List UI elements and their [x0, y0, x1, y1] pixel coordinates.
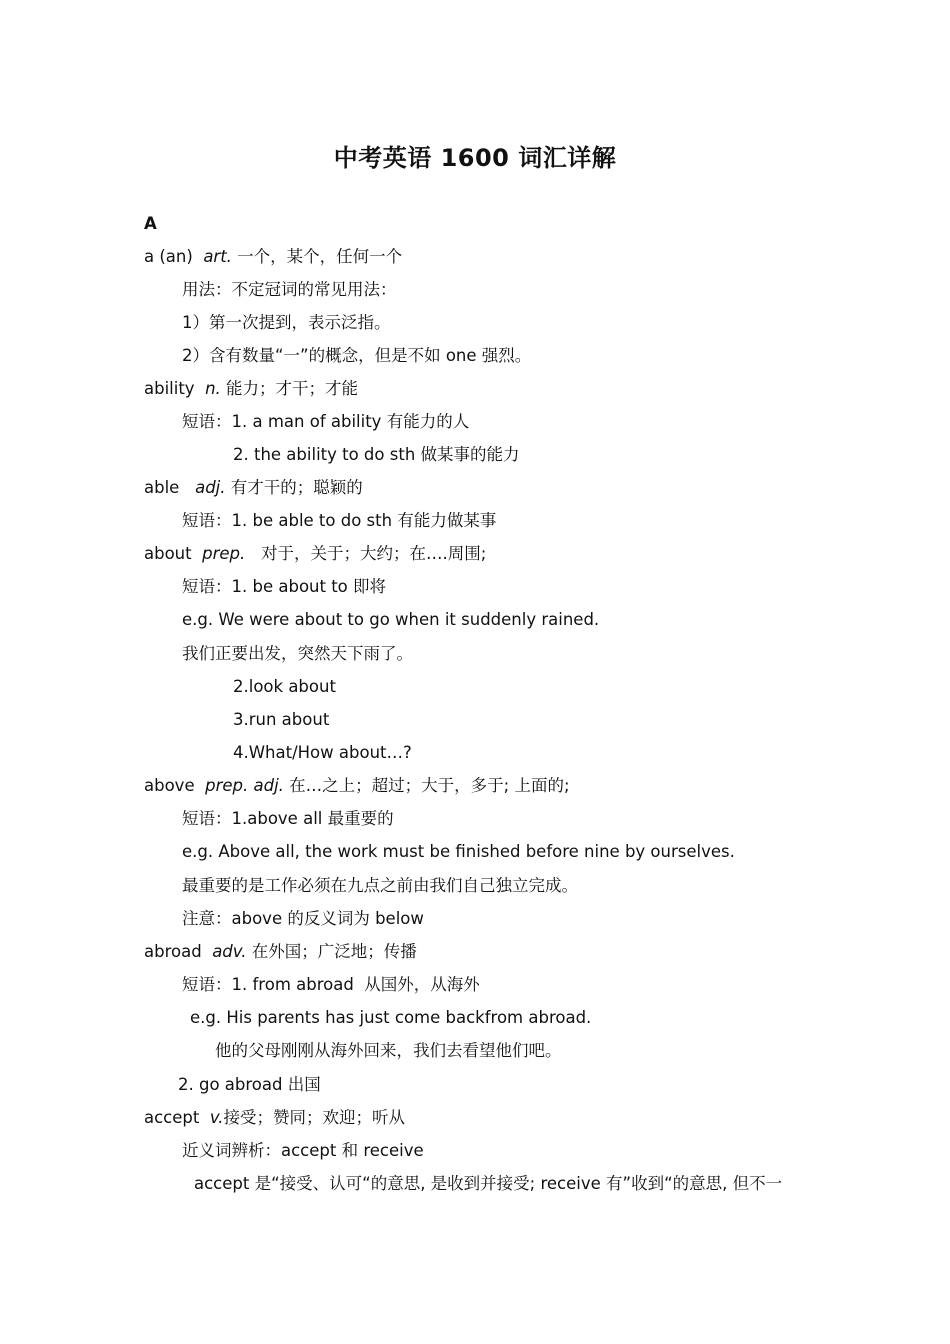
usage-note: 注意：above 的反义词为 below	[182, 909, 424, 928]
part-of-speech: prep. adj.	[205, 776, 284, 795]
entry-headword-line	[144, 378, 358, 400]
headword: able	[144, 478, 180, 497]
part-of-speech: n.	[205, 379, 221, 398]
part-of-speech: adv.	[212, 942, 247, 961]
phrase-item: 短语：1. be about to 即将	[182, 577, 387, 596]
headword: a (an)	[144, 247, 193, 266]
usage-item: 2）含有数量“一”的概念，但是不如 one 强烈。	[182, 346, 532, 365]
phrase-item: 3.run about	[233, 710, 330, 729]
phrase-item: 4.What/How about…?	[233, 743, 412, 762]
definition: 在…之上；超过；大于，多于; 上面的;	[289, 776, 570, 795]
definition: 在外国；广泛地；传播	[251, 942, 417, 961]
headword: about	[144, 544, 192, 563]
part-of-speech: v.	[209, 1108, 224, 1127]
usage-label: 用法：不定冠词的常见用法：	[182, 280, 397, 299]
example-sentence: e.g. We were about to go when it suddenly rained.	[182, 610, 600, 629]
definition: 能力；才干；才能	[226, 379, 359, 398]
definition: 接受；赞同；欢迎；听从	[223, 1108, 406, 1127]
section-letter: A	[144, 214, 157, 233]
headword: abroad	[144, 942, 202, 961]
definition: 一个，某个，任何一个	[237, 247, 403, 266]
definition: 对于，关于；大约；在….周围;	[261, 544, 487, 563]
example-sentence: e.g. Above all, the work must be finished before nine by ourselves.	[182, 842, 735, 861]
example-sentence: e.g. His parents has just come backfrom abroad.	[190, 1008, 592, 1027]
usage-item: 1）第一次提到，表示泛指。	[182, 313, 391, 332]
definition: 有才干的；聪颖的	[230, 478, 363, 497]
example-translation: 我们正要出发，突然天下雨了。	[182, 644, 413, 663]
entry-headword-line	[144, 1107, 405, 1129]
part-of-speech: adj.	[195, 478, 226, 497]
headword: above	[144, 776, 195, 795]
entry-headword-line	[144, 941, 417, 963]
entry-headword-line	[144, 477, 363, 499]
part-of-speech: prep.	[202, 544, 246, 563]
synonym-label: 近义词辨析：accept 和 receive	[182, 1141, 424, 1160]
entry-headword-line	[144, 246, 402, 268]
example-translation: 最重要的是工作必须在九点之前由我们自己独立完成。	[182, 876, 578, 895]
phrase-item: 2. the ability to do sth 做某事的能力	[233, 445, 520, 464]
phrase-item: 2.look about	[233, 677, 336, 696]
phrase-item: 短语：1. from abroad 从国外，从海外	[182, 975, 480, 994]
phrase-item: 短语：1.above all 最重要的	[182, 809, 394, 828]
entry-headword-line	[144, 775, 570, 797]
entry-headword-line	[144, 543, 486, 565]
headword: accept	[144, 1108, 200, 1127]
part-of-speech: art.	[203, 247, 232, 266]
example-translation: 他的父母刚刚从海外回来，我们去看望他们吧。	[215, 1041, 562, 1060]
phrase-item: 短语：1. a man of ability 有能力的人	[182, 412, 470, 431]
synonym-explanation: accept 是“接受、认可“的意思, 是收到并接受; receive 有”收到“的意思, 但不一	[194, 1174, 783, 1193]
headword: ability	[144, 379, 195, 398]
phrase-item: 短语：1. be able to do sth 有能力做某事	[182, 511, 497, 530]
phrase-item: 2. go abroad 出国	[178, 1075, 321, 1094]
page-title: 中考英语 1600 词汇详解	[333, 144, 617, 172]
